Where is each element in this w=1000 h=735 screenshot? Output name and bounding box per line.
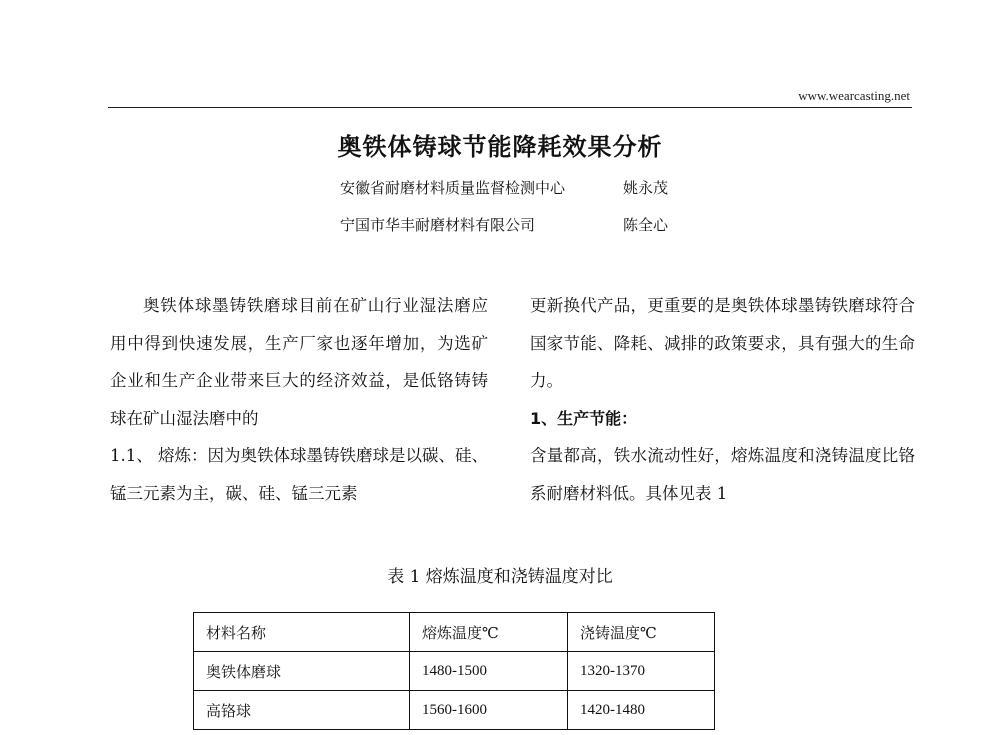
table-cell: 高铬球 <box>194 691 410 730</box>
body-left-column <box>110 287 488 512</box>
table-cell: 1320-1370 <box>568 652 715 691</box>
table-header-row <box>194 613 715 652</box>
body-right-column <box>530 287 915 512</box>
column-header: 浇铸温度℃ <box>568 613 715 652</box>
affiliation-org: 安徽省耐磨材料质量监督检测中心 <box>340 179 566 197</box>
table-cell: 1560-1600 <box>410 691 568 730</box>
body-paragraph: 更新换代产品，更重要的是奥铁体球墨铸铁磨球符合国家节能、降耗、减排的政策要求，具有强大的生命力。 <box>530 296 915 390</box>
table-row <box>194 652 715 691</box>
affiliation-author: 陈全心 <box>623 216 669 234</box>
affiliation-author: 姚永茂 <box>623 179 669 197</box>
article-title: 奥铁体铸球节能降耗效果分析 <box>337 133 663 161</box>
body-paragraph: 含量都高，铁水流动性好，熔炼温度和浇铸温度比铬系耐磨材料低。具体见表 1 <box>530 446 915 503</box>
column-header: 熔炼温度℃ <box>410 613 568 652</box>
header-rule <box>108 107 912 108</box>
table-cell: 奥铁体磨球 <box>194 652 410 691</box>
body-paragraph: 1.1、 熔炼：因为奥铁体球墨铸铁磨球是以碳、硅、锰三元素为主，碳、硅、锰三元素 <box>110 446 488 503</box>
table-cell: 1420-1480 <box>568 691 715 730</box>
body-paragraph: 奥铁体球墨铸铁磨球目前在矿山行业湿法磨应用中得到快速发展，生产厂家也逐年增加，为选矿企业和生产企业带来巨大的经济效益，是低铬铸铸球在矿山湿法磨中的 <box>110 296 488 428</box>
header-url: www.wearcasting.net <box>798 88 910 103</box>
table-cell: 1480-1500 <box>410 652 568 691</box>
table-row <box>194 691 715 730</box>
affiliation-1 <box>340 177 668 198</box>
affiliation-org: 宁国市华丰耐磨材料有限公司 <box>340 216 536 234</box>
affiliation-2 <box>340 214 668 235</box>
temperature-table <box>193 612 715 730</box>
section-heading: 1、生产节能： <box>530 408 638 428</box>
table-caption: 表 1 熔炼温度和浇铸温度对比 <box>387 567 613 587</box>
column-header: 材料名称 <box>194 613 410 652</box>
